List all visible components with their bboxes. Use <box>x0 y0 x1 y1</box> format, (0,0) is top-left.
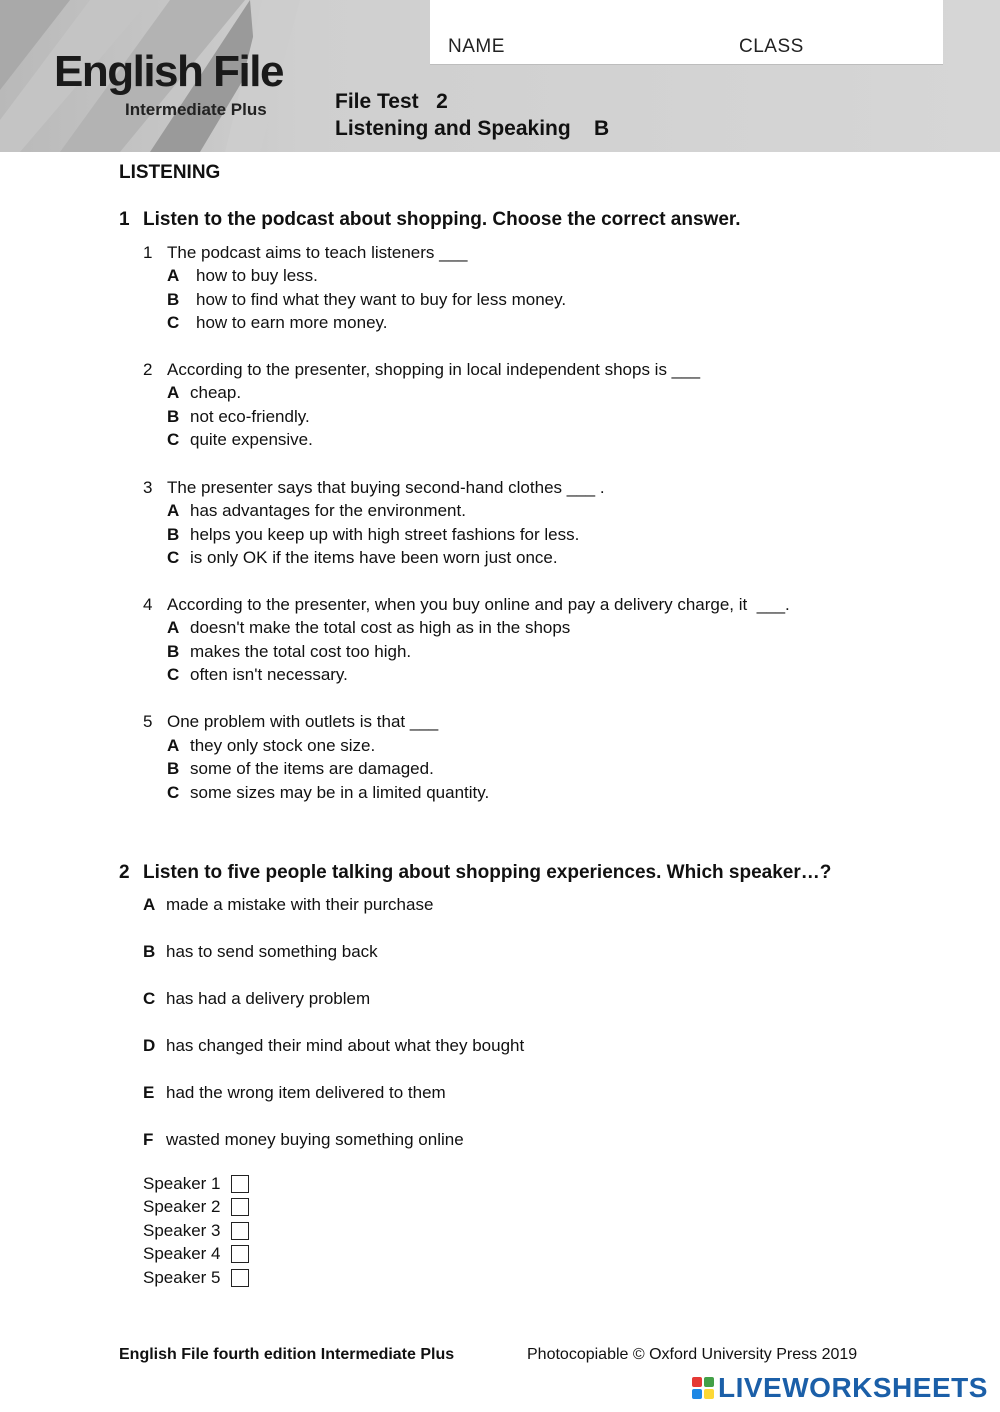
speaker-row-1 <box>143 1173 249 1195</box>
option-text: some sizes may be in a limited quantity. <box>190 783 490 802</box>
task2-option-d <box>143 1035 524 1057</box>
option-text: has advantages for the environment. <box>190 501 466 520</box>
q1-option-c <box>167 312 388 334</box>
liveworksheets-wordmark: LIVEWORKSHEETS <box>718 1372 988 1403</box>
q1-option-a <box>167 265 318 287</box>
speaker-row-4 <box>143 1243 249 1265</box>
option-text: they only stock one size. <box>190 736 376 755</box>
option-text: doesn't make the total cost as high as in the shops <box>190 618 571 637</box>
grid-cell <box>692 1389 702 1399</box>
task2-instruction: Listen to five people talking about shopping experiences. Which speaker…? <box>143 862 832 883</box>
logo-title: English File <box>54 47 283 96</box>
task2-option-a <box>143 894 433 916</box>
task1-number: 1 <box>119 209 130 230</box>
speaker-4-answer-box[interactable] <box>231 1245 249 1263</box>
question-number: 2 <box>143 360 153 379</box>
question-5 <box>143 711 438 733</box>
option-text: cheap. <box>190 383 242 402</box>
q2-option-c <box>167 429 313 451</box>
question-number: 1 <box>143 243 153 262</box>
speaker-label: Speaker 3 <box>143 1221 221 1240</box>
question-number: 4 <box>143 595 153 614</box>
option-letter: D <box>143 1036 156 1055</box>
option-text: how to earn more money. <box>196 313 388 332</box>
option-letter: B <box>167 759 180 778</box>
speaker-label: Speaker 1 <box>143 1174 221 1193</box>
speaker-1-answer-box[interactable] <box>231 1175 249 1193</box>
option-letter: A <box>167 266 180 285</box>
option-text: makes the total cost too high. <box>190 642 412 661</box>
task1-heading <box>119 209 741 231</box>
liveworksheets-grid-icon <box>692 1377 714 1399</box>
name-class-box <box>430 0 943 65</box>
option-letter: B <box>167 525 180 544</box>
task2-option-b <box>143 941 378 963</box>
q4-option-c <box>167 664 348 686</box>
option-text: has had a delivery problem <box>166 989 371 1008</box>
option-letter: A <box>167 501 180 520</box>
option-text: how to buy less. <box>196 266 318 285</box>
option-letter: E <box>143 1083 155 1102</box>
task2-number: 2 <box>119 862 130 883</box>
grid-cell <box>692 1377 702 1387</box>
option-text: had the wrong item delivered to them <box>166 1083 446 1102</box>
speaker-2-answer-box[interactable] <box>231 1198 249 1216</box>
option-letter: A <box>167 736 180 755</box>
question-number: 5 <box>143 712 153 731</box>
question-text: One problem with outlets is that ___ <box>167 712 439 731</box>
speaker-row-5 <box>143 1267 249 1289</box>
q3-option-a <box>167 500 466 522</box>
option-text: some of the items are damaged. <box>190 759 434 778</box>
option-letter: C <box>167 430 180 449</box>
grid-cell <box>704 1389 714 1399</box>
name-label: NAME <box>448 36 505 57</box>
speaker-label: Speaker 4 <box>143 1244 221 1263</box>
option-text: helps you keep up with high street fashions for less. <box>190 525 580 544</box>
option-letter: B <box>167 290 180 309</box>
question-3 <box>143 477 605 499</box>
task2-option-c <box>143 988 370 1010</box>
test-title-line2: Listening and Speaking B <box>335 117 610 140</box>
question-4 <box>143 594 790 616</box>
speaker-3-answer-box[interactable] <box>231 1222 249 1240</box>
option-letter: C <box>167 783 180 802</box>
logo-subtitle: Intermediate Plus <box>125 100 267 119</box>
question-text: According to the presenter, when you buy online and pay a delivery charge, it ___. <box>167 595 790 614</box>
option-letter: C <box>143 989 156 1008</box>
task2-heading <box>119 862 831 884</box>
speaker-label: Speaker 2 <box>143 1197 221 1216</box>
option-text: made a mistake with their purchase <box>166 895 434 914</box>
q1-option-b <box>167 289 566 311</box>
speaker-5-answer-box[interactable] <box>231 1269 249 1287</box>
option-text: quite expensive. <box>190 430 313 449</box>
speaker-label: Speaker 5 <box>143 1268 221 1287</box>
option-letter: B <box>167 407 180 426</box>
question-text: The podcast aims to teach listeners ___ <box>167 243 468 262</box>
task2-option-f <box>143 1129 464 1151</box>
option-text: how to find what they want to buy for less money. <box>196 290 567 309</box>
q2-option-a <box>167 382 241 404</box>
option-letter: C <box>167 313 180 332</box>
q3-option-b <box>167 524 579 546</box>
task2-option-e <box>143 1082 446 1104</box>
question-text: According to the presenter, shopping in local independent shops is ___ <box>167 360 701 379</box>
question-1 <box>143 242 468 264</box>
q5-option-c <box>167 782 489 804</box>
option-letter: A <box>167 618 180 637</box>
q5-option-b <box>167 758 434 780</box>
section-title: LISTENING <box>119 162 221 183</box>
q3-option-c <box>167 547 558 569</box>
speaker-row-3 <box>143 1220 249 1242</box>
class-label: CLASS <box>739 36 804 57</box>
option-text: often isn't necessary. <box>190 665 348 684</box>
task1-instruction: Listen to the podcast about shopping. Choose the correct answer. <box>143 209 741 230</box>
option-text: wasted money buying something online <box>166 1130 464 1149</box>
test-title <box>335 88 609 142</box>
option-letter: A <box>143 895 156 914</box>
question-2 <box>143 359 700 381</box>
q4-option-b <box>167 641 411 663</box>
footer-edition: English File fourth edition Intermediate Plus <box>119 1346 455 1363</box>
option-text: has changed their mind about what they bought <box>166 1036 525 1055</box>
option-letter: B <box>167 642 180 661</box>
option-letter: A <box>167 383 180 402</box>
q2-option-b <box>167 406 310 428</box>
option-letter: B <box>143 942 156 961</box>
option-letter: C <box>167 665 180 684</box>
option-text: has to send something back <box>166 942 378 961</box>
speaker-row-2 <box>143 1196 249 1218</box>
question-text: The presenter says that buying second-hand clothes ___ . <box>167 478 605 497</box>
q4-option-a <box>167 617 570 639</box>
option-letter: F <box>143 1130 154 1149</box>
option-letter: C <box>167 548 180 567</box>
test-title-line1: File Test 2 <box>335 90 448 113</box>
question-number: 3 <box>143 478 153 497</box>
liveworksheets-logo <box>692 1372 988 1404</box>
option-text: not eco-friendly. <box>190 407 310 426</box>
q5-option-a <box>167 735 375 757</box>
footer-copyright: Photocopiable © Oxford University Press 2019 <box>527 1346 858 1363</box>
grid-cell <box>704 1377 714 1387</box>
header-band <box>0 0 1000 152</box>
option-text: is only OK if the items have been worn just once. <box>190 548 558 567</box>
